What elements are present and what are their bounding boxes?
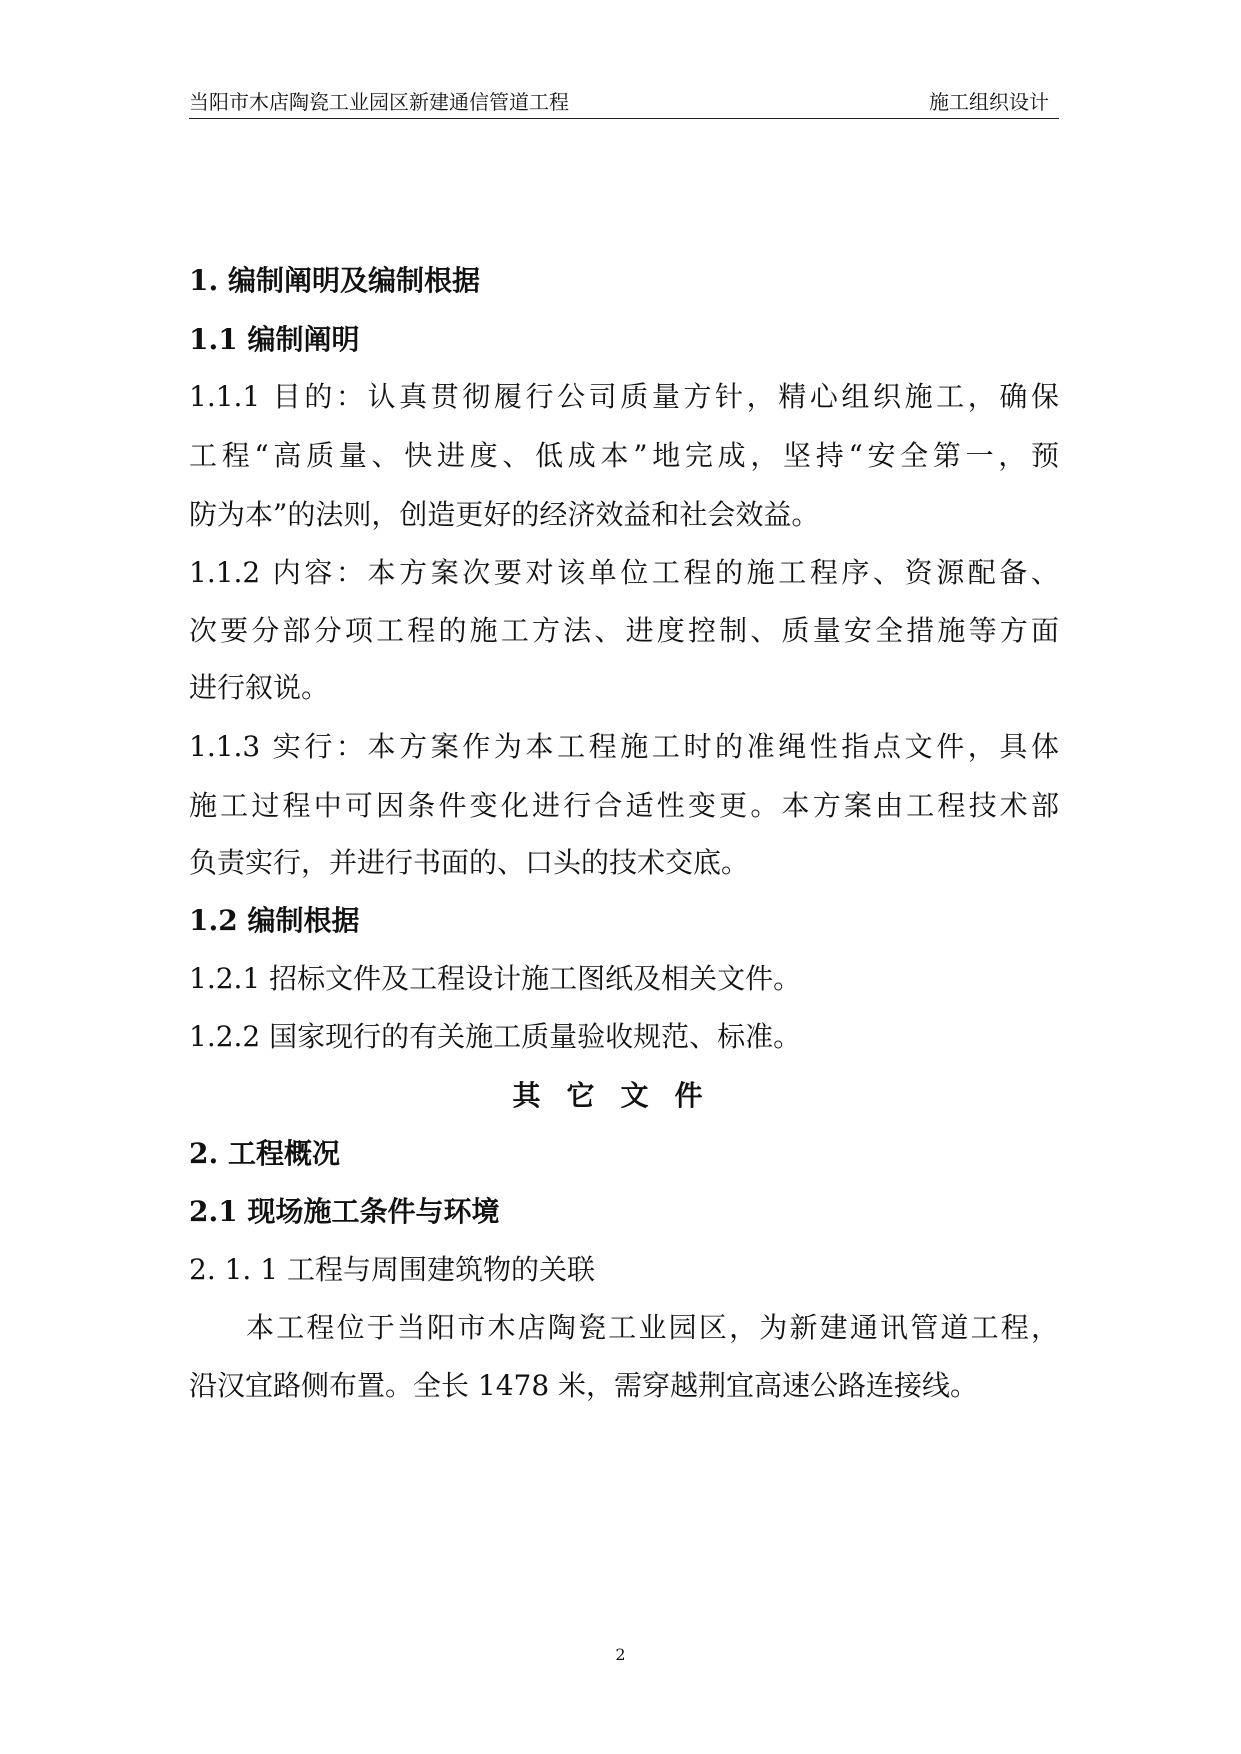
paragraph-1-1-3-line-1: 1.1.3 实行：本方案作为本工程施工时的准绳性指点文件，具体 [189, 730, 1059, 763]
section-1-2-heading: 1.2 编制根据 [189, 904, 360, 937]
header-document-title: 当阳市木店陶瓷工业园区新建通信管道工程 [189, 90, 569, 114]
header-document-type: 施工组织设计 [929, 90, 1049, 114]
paragraph-1-1-1-line-3: 防为本”的法则，创造更好的经济效益和社会效益。 [189, 498, 820, 531]
page-number: 2 [615, 1645, 626, 1664]
other-files-heading: 其它文件 [512, 1079, 729, 1112]
paragraph-1-1-3-line-2: 施工过程中可因条件变化进行合适性变更。本方案由工程技术部 [189, 789, 1059, 822]
paragraph-1-1-2-line-2: 次要分部分项工程的施工方法、进度控制、质量安全措施等方面 [189, 614, 1059, 647]
item-2-1-1: 2. 1. 1 工程与周围建筑物的关联 [189, 1253, 595, 1286]
section-2-1-heading: 2.1 现场施工条件与环境 [189, 1195, 500, 1228]
item-1-2-2: 1.2.2 国家现行的有关施工质量验收规范、标准。 [189, 1020, 802, 1053]
section-2-heading: 2. 工程概况 [189, 1137, 340, 1170]
paragraph-1-1-2-line-1: 1.1.2 内容：本方案次要对该单位工程的施工程序、资源配备、 [189, 556, 1059, 589]
paragraph-1-1-1-line-1: 1.1.1 目的：认真贯彻履行公司质量方针，精心组织施工，确保 [189, 380, 1059, 413]
page-header [189, 88, 1059, 119]
paragraph-1-1-2-line-3: 进行叙说。 [189, 671, 330, 704]
item-1-2-1: 1.2.1 招标文件及工程设计施工图纸及相关文件。 [189, 962, 802, 995]
section-1-1-heading: 1.1 编制阐明 [189, 323, 360, 356]
paragraph-2-1-1-line-2: 沿汉宜路侧布置。全长 1478 米，需穿越荆宜高速公路连接线。 [189, 1369, 979, 1402]
section-1-heading: 1. 编制阐明及编制根据 [189, 264, 480, 297]
paragraph-2-1-1-line-1: 本工程位于当阳市木店陶瓷工业园区，为新建通讯管道工程， [246, 1311, 1059, 1344]
paragraph-1-1-1-line-2: 工程“高质量、快进度、低成本”地完成，坚持“安全第一，预 [189, 439, 1059, 472]
paragraph-1-1-3-line-3: 负责实行，并进行书面的、口头的技术交底。 [189, 846, 750, 879]
